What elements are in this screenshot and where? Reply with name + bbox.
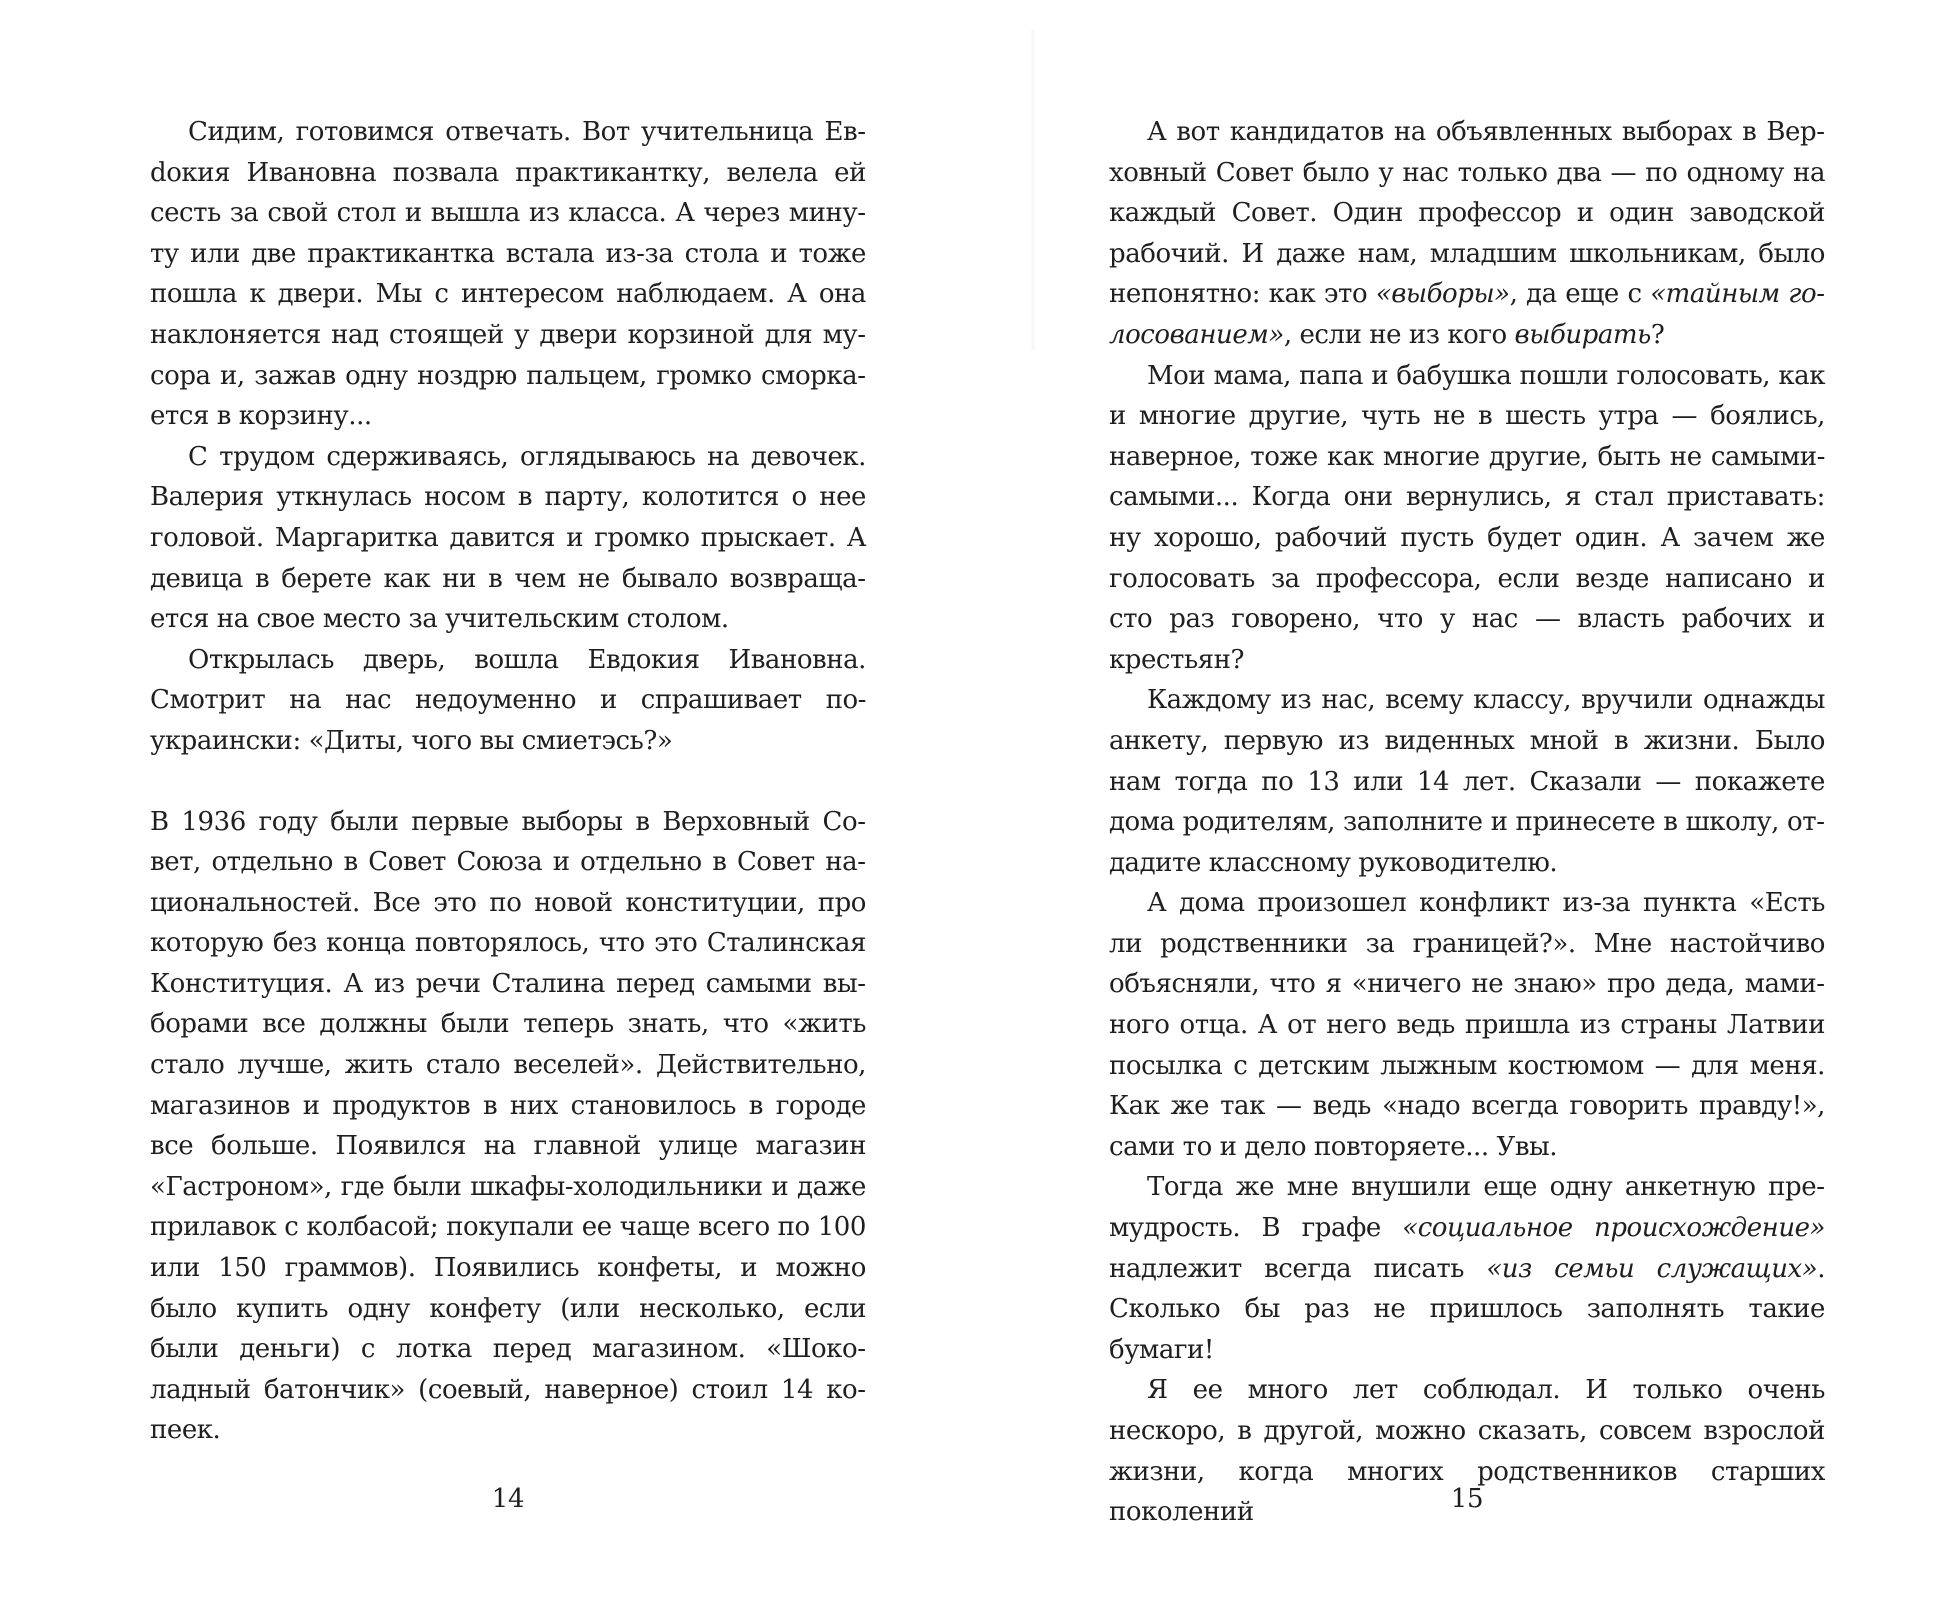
page-number-right: 15 [1450,1484,1484,1514]
left-page [150,112,866,1451]
right-page [1109,112,1825,1533]
paragraph: А дома произошел конфликт из-за пункта «Есть ли родственники за границей?». Мне настойчиво объясняли, что я «ничего не знаю» про деда, маминого отца. А от него ведь пришла из страны Латвии посылка с детским лыжным костюмом — для меня. Как же так — ведь «надо всегда говорить правду!», сами то и дело повторяете... Увы. [1109,888,1825,1162]
text-run: надлежит всегда писать [1109,1253,1487,1284]
italic-run: «тайным голосованием» [1109,279,1825,350]
paragraph: С трудом сдерживаясь, оглядываюсь на девочек. Валерия уткнулась носом в парту, колотится о нее головой. Маргаритка давится и громко прыскает. А девица в берете как ни в чем не бывало возвращается на свое место за учительским столом. [150,441,866,635]
paragraph: Мои мама, папа и бабушка пошли голосовать, как и многие другие, чуть не в шесть утра — боялись, наверное, тоже как многие другие, быть не самыми-самыми... Когда они вернулись, я стал приставать: ну хорошо, рабочий пусть будет один. А зачем же голосовать за профессора, если везде написано и сто раз говорено, что у нас — власть рабочих и крестьян? [1109,360,1825,675]
paragraph: Открылась дверь, вошла Евдокия Ивановна. Смотрит на нас недоуменно и спрашивает по-украински: «Диты, чого вы смиетэсь?» [150,644,866,756]
paragraph [1109,1167,1825,1370]
paragraph: Каждому из нас, всему классу, вручили однажды анкету, первую из виденных мной в жизни. Было нам тогда по 13 или 14 лет. Сказали — покажете дома родителям, заполните и принесете в школу, отдадите классному руководителю. [1109,685,1825,878]
left-page-text [150,112,866,1451]
italic-run: выбирать [1514,319,1651,350]
paragraph: В 1936 году были первые выборы в Верховный Совет, отдельно в Совет Союза и отдельно в Совет национальностей. Все это по новой конституции, про которую без конца повторялось, что это Сталинская Конституция. А из речи Сталина перед самыми выборами все должны были теперь знать, что «жить стало лучше, жить стало веселей». Действительно, магазинов и продуктов в них становилось в городе все больше. Появился на главной улице магазин «Гастроном», где были шкафы-холодильники и даже прилавок с колбасой; покупали ее чаще всего по 100 или 150 граммов). Появились конфеты, и можно было купить одну конфету (или несколько, если были деньги) с лотка перед магазином. «Шоколадный батончик» (соевый, наверное) стоил 14 копеек. [150,806,866,1446]
text-run: . Сколько бы раз не пришлось заполнять такие бумаги! [1109,1253,1826,1365]
italic-run: «социальное происхождение» [1402,1213,1826,1244]
text-run: А вот кандидатов на объявленных выборах в Верховный Совет было у нас только два — по одному на каждый Совет. Один профессор и один заводской рабочий. И даже нам, младшим школьникам, было непонятно: как это [1109,117,1825,310]
text-run: , да еще с [1509,279,1651,310]
italic-run: «выборы» [1375,279,1510,310]
text-run: , если не из кого [1283,319,1515,350]
paragraph: Сидим, готовимся отвечать. Вот учительница Евdокия Ивановна позвала практикантку, велела ей сесть за свой стол и вышла из класса. А через минуту или две практикантка встала из-за стола и тоже пошла к двери. Мы с интересом наблюдаем. А она наклоняется над стоящей у двери корзиной для мусора и, зажав одну ноздрю пальцем, громко сморкается в корзину... [150,117,866,432]
paragraph: Я ее много лет соблюдал. И только очень нескоро, в другой, можно сказать, совсем взрослой жизни, когда многих родственников старших поколений [1109,1375,1825,1528]
text-run: ? [1650,319,1665,350]
italic-run: «из семьи служащих» [1486,1253,1818,1284]
book-gutter-shadow [1030,30,1036,350]
right-page-text [1109,112,1825,1533]
page-number-left: 14 [491,1484,525,1514]
text-run: Тогда же мне внушили еще одну анкетную премудрость. В графе [1109,1172,1825,1244]
paragraph [1109,112,1825,356]
